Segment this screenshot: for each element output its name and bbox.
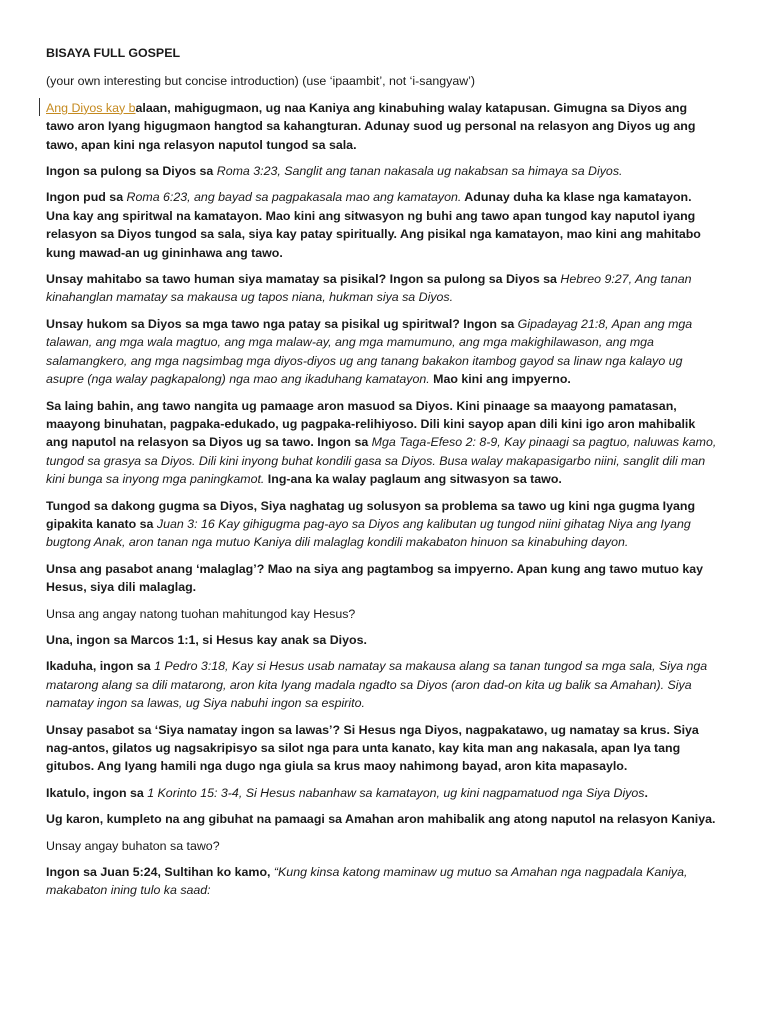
paragraph-1-text: alaan, mahigugmaon, ug naa Kaniya ang kinabuhing walay katapusan. Gimugna sa Diyos ang tawo aron Iyang higugmaon hangtod sa kahangturan. Adunay suod ug personal na relasyon ang Diyos ug ang tawo, apan kini nga relasyon naputol tungod sa sala. bbox=[46, 100, 696, 152]
paragraph-8: Unsa ang pasabot anang ‘malaglag’? Mao na siya ang pagtambog sa impyerno. Apan kung ang tawo mutuo kay Hesus, siya dili malaglag. bbox=[46, 561, 704, 595]
p6-quote: Mga Taga-Efeso 2: 8-9, Kay pinaagi sa pagtuo, naluwas kamo, tungod sa grasya sa Diyos. Dili kini inyong buhat kondili gasa sa Diyos. Busa walay makapasigarbo niini, sanglit dili man kini bunga sa inyong mga paningkamot. bbox=[46, 435, 717, 487]
paragraph-9: Unsa ang angay natong tuohan mahitungod kay Hesus? bbox=[46, 606, 356, 621]
text-cursor bbox=[39, 98, 40, 116]
p4-text: Unsay mahitabo sa tawo human siya mamatay sa pisikal? Ingon sa pulong sa Diyos sa bbox=[46, 272, 561, 287]
paragraph-15: Unsay angay buhaton sa tawo? bbox=[46, 838, 220, 853]
document-title: BISAYA FULL GOSPEL bbox=[46, 46, 181, 60]
paragraph-13 bbox=[46, 784, 718, 802]
p2-text: Ingon sa pulong sa Diyos sa bbox=[46, 164, 217, 179]
p5-text: Unsay hukom sa Diyos sa mga tawo nga patay sa pisikal ug spiritwal? Ingon sa bbox=[46, 316, 518, 331]
p4-quote: Hebreo 9:27, Ang tanan kinahanglan mamatay sa makausa ug tapos niana, hukman siya sa Diyos. bbox=[46, 272, 692, 305]
p11-quote: 1 Pedro 3:18, Kay si Hesus usab namatay sa makausa alang sa tanan tungod sa mga sala, Siya nga matarong alang sa dili matarong, aron kita Iyang madala ngadto sa Diyos (aron dad-on kita ug balik sa Amahan). Siya namatay ingon sa lawas, ug Siya nabuhi ingon sa espirito. bbox=[46, 659, 708, 711]
paragraph-10: Una, ingon sa Marcos 1:1, si Hesus kay anak sa Diyos. bbox=[46, 632, 367, 647]
p3-text-2: Adunay duha ka klase nga kamatayon. Una kay ang spiritwal na kamatayon. Mao kini ang sitwasyon ng buhi ang tawo apan tungod kay naputol iyang relasyon sa Diyos tungod sa sala, siya kay patay spiritually. Ang pisikal nga kamatayon, mao kini ang mahitabo kung mawad-an ug gininhawa ang tawo. bbox=[46, 190, 701, 260]
paragraph-4 bbox=[46, 270, 718, 307]
p5-text-2: Mao kini ang impyerno. bbox=[429, 372, 571, 387]
p6-text: Sa laing bahin, ang tawo nangita ug pamaage aron masuod sa Diyos. Kini pinaage sa maayong pamatasan, maayong binuhatan, pagpaka-edukado, ug pagpaka-relihiyoso. Dili kini sayop apan dili kini igo aron mahibalik ang naputol na relasyon sa Diyos ug sa tawo. Ingon sa bbox=[46, 398, 696, 450]
p16-text: Ingon sa Juan 5:24, Sultihan ko kamo, bbox=[46, 865, 274, 880]
p7-quote: Juan 3: 16 Kay gihigugma pag-ayo sa Diyos ang kalibutan ug tungod niini gihatag Niya ang Iyang bugtong Anak, aron tanan nga mutuo Kaniya dili malaglag kondili makabaton hinuon sa kinabuhing dayon. bbox=[46, 516, 691, 550]
paragraph-2 bbox=[46, 162, 718, 180]
paragraph-6 bbox=[46, 397, 718, 489]
paragraph-5 bbox=[46, 315, 718, 389]
p3-text: Ingon pud sa bbox=[46, 190, 127, 205]
paragraph-12: Unsay pasabot sa ‘Siya namatay ingon sa lawas’? Si Hesus nga Diyos, nagpakatawo, ug namatay sa krus. Siya nag-antos, gilatos ug nagsakripisyo sa silot nga para unta kanato, kay kita man ang nakasala, apan Iya tang gitubos. Ang Iyang hamili nga dugo nga giula sa krus maoy nahimong bayad, aron kita mapasaylo. bbox=[46, 722, 699, 774]
p13-quote: 1 Korinto 15: 3-4, Si Hesus nabanhaw sa kamatayon, ug kini nagpamatuod nga Siya Diyos bbox=[147, 785, 645, 800]
paragraph-11 bbox=[46, 657, 718, 712]
document-page bbox=[46, 44, 718, 908]
p16-quote: “Kung kinsa katong maminaw ug mutuo sa Amahan nga nagpadala Kaniya, makabaton ining tulo ka saad: bbox=[46, 865, 688, 898]
intro-note: (your own interesting but concise introduction) (use ‘ipaambit’, not ‘i-sangyaw’) bbox=[46, 74, 476, 89]
paragraph-3 bbox=[46, 188, 718, 262]
p13-text: Ikatulo, ingon sa bbox=[46, 785, 148, 800]
p5-quote: Gipadayag 21:8, Apan ang mga talawan, ang mga wala magtuo, ang mga malaw-ay, ang mga mamumuno, ang mga makighilawason, ang mga salamangkero, ang mga nagsimbag mga diyos-diyos ug ang tanang bakakon itambog gayod sa linaw nga kalayo ug asupre (nga walay pagkapalong) nga mao ang ikaduhang kamatayon. bbox=[46, 316, 693, 387]
paragraph-16 bbox=[46, 863, 718, 900]
p7-text: Tungod sa dakong gugma sa Diyos, Siya naghatag ug solusyon sa problema sa tawo ug kini nga gugma Iyang gipakita kanato sa bbox=[46, 498, 696, 531]
paragraph-1 bbox=[46, 99, 718, 154]
highlighted-link[interactable]: Ang Diyos kay b bbox=[46, 100, 136, 115]
p13-text-2: . bbox=[644, 785, 648, 800]
p6-text-2: Ing-ana ka walay paglaum ang sitwasyon sa tawo. bbox=[264, 472, 562, 487]
p3-quote: Roma 6:23, ang bayad sa pagpakasala mao ang kamatayon. bbox=[126, 190, 462, 205]
p11-text: Ikaduha, ingon sa bbox=[46, 659, 155, 674]
paragraph-7 bbox=[46, 497, 718, 552]
p2-quote: Roma 3:23, Sanglit ang tanan nakasala ug nakabsan sa himaya sa Diyos. bbox=[216, 164, 623, 179]
paragraph-14: Ug karon, kumpleto na ang gibuhat na pamaagi sa Amahan aron mahibalik ang atong naputol na relasyon Kaniya. bbox=[46, 812, 716, 827]
